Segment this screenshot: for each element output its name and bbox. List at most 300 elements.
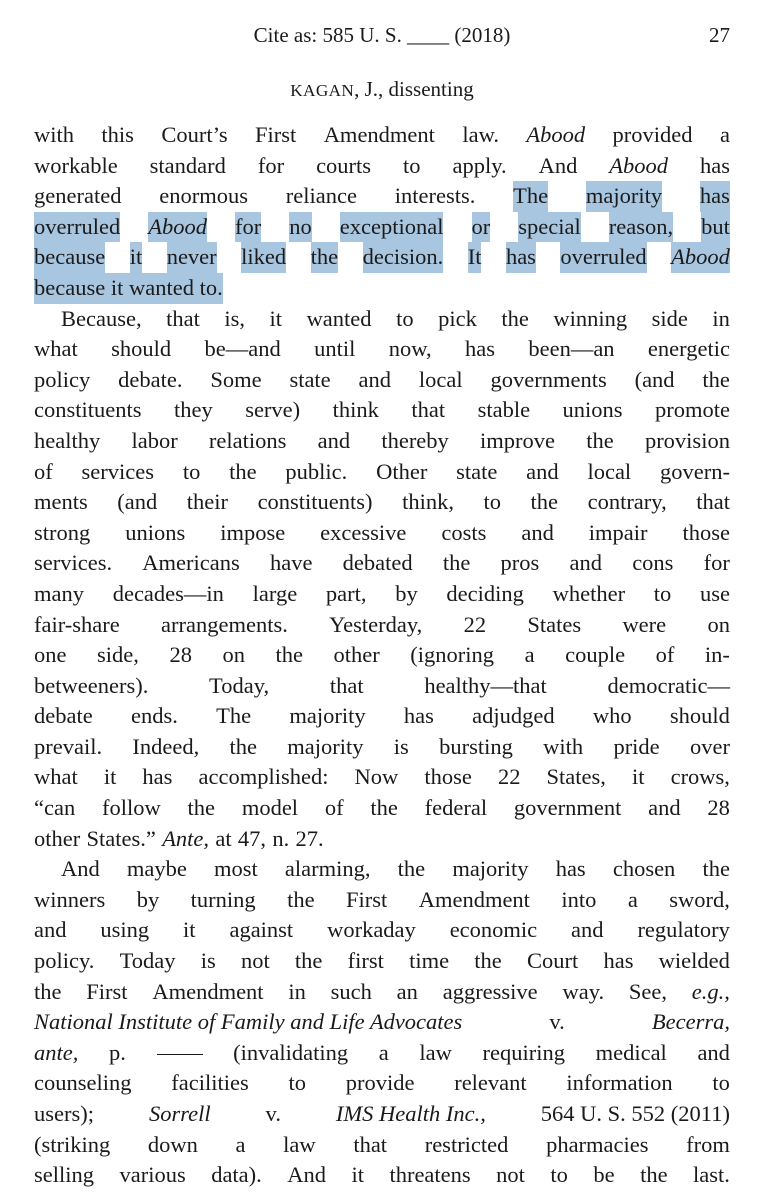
- word: And: [538, 152, 578, 178]
- word: and: [648, 795, 681, 821]
- word: excessive: [320, 519, 407, 545]
- word: who: [592, 703, 632, 729]
- word: policy: [34, 366, 91, 392]
- word: over: [689, 733, 730, 759]
- word: impose: [220, 519, 286, 545]
- word: Abood: [609, 152, 669, 178]
- highlighted-word: the: [311, 242, 339, 273]
- paragraph: [34, 120, 730, 304]
- text-line: [34, 915, 730, 946]
- text-line: [34, 518, 730, 549]
- word: pick: [438, 305, 477, 331]
- word: Because,: [61, 305, 142, 331]
- word: unions: [562, 397, 623, 423]
- text-line: [34, 212, 730, 243]
- word: that: [329, 672, 364, 698]
- text-line: [34, 487, 730, 518]
- word: policy.: [34, 948, 95, 974]
- text-line: [34, 854, 730, 885]
- word: 47,: [237, 825, 267, 851]
- word: the: [442, 550, 471, 576]
- text-line: [34, 1160, 730, 1191]
- word: Amendment: [418, 886, 530, 912]
- word: regulatory: [637, 917, 730, 943]
- word: Abood: [526, 122, 586, 147]
- word: 22: [463, 611, 487, 637]
- author-line: [34, 74, 730, 106]
- word: turning: [190, 886, 256, 912]
- word: and: [569, 550, 602, 576]
- paragraph: [34, 304, 730, 855]
- word: healthy—that: [424, 672, 547, 698]
- word: 22: [497, 764, 521, 790]
- word: Amendment: [323, 122, 435, 147]
- word: counseling: [34, 1070, 132, 1096]
- word: improve: [480, 427, 555, 453]
- word: strong: [34, 519, 91, 545]
- word: unions: [125, 519, 186, 545]
- word: majority: [452, 856, 529, 882]
- word: most: [214, 856, 258, 882]
- word: And: [61, 856, 100, 882]
- word: costs: [441, 519, 487, 545]
- word: the: [474, 948, 502, 974]
- word: by: [395, 580, 418, 606]
- word: law: [419, 1039, 452, 1065]
- word: a: [719, 122, 730, 147]
- highlighted-word: no: [289, 212, 312, 243]
- word: Yesterday,: [329, 611, 423, 637]
- text-line: [34, 273, 730, 304]
- word: ments: [34, 489, 88, 515]
- word: Some: [210, 366, 262, 392]
- text-line: [34, 242, 730, 273]
- highlighted-word: majority: [586, 181, 662, 212]
- word: alarming,: [284, 856, 371, 882]
- word: various: [119, 1162, 186, 1188]
- text-line: [34, 701, 730, 732]
- word: large: [252, 580, 298, 606]
- text-line: [34, 548, 730, 579]
- word: apply.: [452, 152, 507, 178]
- citation-blank: [157, 1038, 203, 1055]
- word: courts: [316, 152, 372, 178]
- highlighted-word: The: [513, 181, 548, 212]
- word: be: [593, 1162, 615, 1188]
- text-line: [34, 1130, 730, 1161]
- word: the: [294, 948, 323, 974]
- text-line: [34, 395, 730, 426]
- word: model: [241, 795, 299, 821]
- word: adjudged: [472, 703, 555, 729]
- word: what: [34, 764, 78, 790]
- word: provide: [345, 1070, 415, 1096]
- word: public.: [285, 458, 348, 484]
- word: interests.: [394, 183, 476, 209]
- word: couple: [565, 642, 626, 668]
- highlighted-word: It: [468, 242, 482, 273]
- word: and: [34, 917, 67, 943]
- word: requiring: [482, 1039, 565, 1065]
- word: Americans: [142, 550, 240, 576]
- word: constituents: [34, 397, 142, 423]
- page-number: 27: [709, 23, 730, 47]
- word: the: [397, 856, 426, 882]
- word: it: [103, 764, 117, 790]
- word: and: [526, 458, 559, 484]
- word: the: [501, 305, 529, 331]
- word: state: [456, 458, 498, 484]
- word: debate: [34, 703, 93, 729]
- word: deciding: [446, 580, 524, 606]
- word: workaday: [327, 917, 416, 943]
- text-line: [34, 151, 730, 182]
- word: selling: [34, 1162, 94, 1188]
- word: follow: [102, 795, 161, 821]
- word: And: [287, 1162, 326, 1188]
- word: ends.: [130, 703, 178, 729]
- highlighted-word: it: [130, 242, 143, 273]
- word: First: [86, 978, 128, 1004]
- highlighted-word: Abood: [671, 242, 730, 273]
- word: 27.: [295, 825, 324, 851]
- word: The: [216, 703, 252, 729]
- word: a: [627, 886, 638, 912]
- highlighted-word: wanted: [129, 273, 200, 304]
- word: other: [34, 825, 81, 851]
- text-line: [34, 793, 730, 824]
- text-line: [34, 610, 730, 641]
- word: that: [696, 489, 730, 515]
- word: arrangements.: [161, 611, 288, 637]
- word: serve): [245, 397, 301, 423]
- word: of: [324, 795, 344, 821]
- word: an: [396, 978, 418, 1004]
- word: those: [682, 519, 730, 545]
- word: bursting: [439, 733, 513, 759]
- highlighted-word: special: [518, 212, 580, 243]
- word: promote: [655, 397, 730, 423]
- word: those: [424, 764, 472, 790]
- word: to: [288, 1070, 306, 1096]
- word: is: [393, 733, 409, 759]
- word: (invalidating: [233, 1039, 349, 1065]
- word: what: [34, 336, 78, 362]
- word: this: [101, 122, 134, 147]
- highlighted-word: exceptional: [340, 212, 444, 243]
- word: p.: [109, 1039, 126, 1065]
- word: “can: [34, 795, 76, 821]
- word: provision: [644, 427, 730, 453]
- highlighted-word: because: [34, 273, 111, 304]
- highlighted-word: overruled: [34, 212, 120, 243]
- word: not: [240, 948, 270, 974]
- word: Court: [526, 948, 579, 974]
- word: decades—in: [112, 580, 224, 606]
- word: of: [655, 642, 675, 668]
- word: should: [111, 336, 172, 362]
- text-line: [34, 365, 730, 396]
- word: medical: [595, 1039, 667, 1065]
- word: democratic—: [607, 672, 730, 698]
- word: Sorrell: [148, 1101, 211, 1126]
- word: time: [409, 948, 450, 974]
- word: fair-share: [34, 611, 120, 637]
- word: Court’s: [161, 122, 228, 147]
- word: in: [288, 978, 306, 1004]
- word: that: [166, 305, 200, 331]
- word: e.g.,: [691, 978, 730, 1004]
- word: the: [370, 795, 398, 821]
- word: the: [702, 856, 730, 882]
- word: workable: [34, 152, 118, 178]
- highlighted-word: has: [700, 181, 730, 212]
- word: whether: [552, 580, 626, 606]
- word: a: [378, 1039, 389, 1065]
- word: that: [411, 397, 446, 423]
- text-line: [34, 426, 730, 457]
- word: impair: [588, 519, 648, 545]
- word: it: [269, 305, 283, 331]
- word: generated: [34, 183, 122, 209]
- highlighted-word: has: [506, 242, 536, 273]
- word: for: [703, 550, 730, 576]
- word: use: [699, 580, 730, 606]
- word: the: [229, 733, 257, 759]
- word: is,: [224, 305, 246, 331]
- word: energetic: [647, 336, 730, 362]
- word: a: [524, 642, 535, 668]
- word: government: [513, 795, 622, 821]
- word: should: [669, 703, 730, 729]
- word: governments: [490, 366, 607, 392]
- word: were: [622, 611, 667, 637]
- word: has: [142, 764, 173, 790]
- word: and: [571, 917, 604, 943]
- word: many: [34, 580, 84, 606]
- highlighted-word: for: [235, 212, 261, 243]
- text-line: [34, 732, 730, 763]
- text-line: [34, 885, 730, 916]
- highlighted-word: overruled: [560, 242, 646, 273]
- word: 564 U. S. 552 (2011): [540, 1101, 730, 1126]
- word: 28: [707, 795, 730, 821]
- word: winning: [553, 305, 628, 331]
- word: maybe: [126, 856, 187, 882]
- word: Ante,: [162, 825, 210, 851]
- word: be—and: [204, 336, 281, 362]
- word: standard: [149, 152, 226, 178]
- word: with: [34, 122, 75, 147]
- word: the: [702, 366, 730, 392]
- word: threatens: [389, 1162, 471, 1188]
- word: Becerra,: [651, 1009, 730, 1035]
- word: prevail.: [34, 733, 103, 759]
- text-line: [34, 762, 730, 793]
- word: other: [333, 642, 380, 668]
- running-header: [34, 20, 730, 50]
- word: to: [403, 152, 421, 178]
- word: pride: [613, 733, 660, 759]
- word: reliance: [285, 183, 357, 209]
- word: to: [182, 458, 201, 484]
- word: in: [712, 305, 730, 331]
- word: crows,: [670, 764, 730, 790]
- text-line: [34, 1007, 730, 1038]
- word: their: [186, 489, 229, 515]
- word: facilities: [171, 1070, 249, 1096]
- word: federal: [424, 795, 488, 821]
- word: betweeners).: [34, 672, 149, 698]
- highlighted-word: never: [167, 242, 217, 273]
- word: National Institute of Family and Life Advocates: [34, 1009, 463, 1035]
- highlighted-word: liked: [241, 242, 286, 273]
- highlighted-word: Abood: [148, 212, 207, 243]
- word: local: [587, 458, 632, 484]
- word: thereby: [381, 427, 449, 453]
- word: Today,: [209, 672, 270, 698]
- text-line: [34, 1038, 730, 1069]
- word: govern-: [659, 458, 730, 484]
- text-line: [34, 671, 730, 702]
- text-line: [34, 304, 730, 335]
- word: Amendment: [152, 978, 264, 1004]
- word: the: [275, 642, 303, 668]
- word: it: [351, 1162, 364, 1188]
- text-line: [34, 334, 730, 365]
- word: last.: [693, 1162, 730, 1188]
- highlighted-word: to.: [200, 273, 223, 304]
- word: stable: [477, 397, 531, 423]
- text-line: [34, 946, 730, 977]
- word: against: [229, 917, 294, 943]
- word: States: [527, 611, 582, 637]
- word: law: [283, 1131, 316, 1157]
- word: majority: [289, 703, 366, 729]
- word: the: [229, 458, 257, 484]
- word: States,: [546, 764, 606, 790]
- text-line: [34, 181, 730, 212]
- word: and: [697, 1039, 730, 1065]
- word: constituents): [257, 489, 373, 515]
- word: economic: [449, 917, 538, 943]
- word: such: [330, 978, 372, 1004]
- opinion-body: [34, 120, 730, 1191]
- word: into: [561, 886, 597, 912]
- word: and: [317, 427, 351, 453]
- word: the: [187, 795, 216, 821]
- word: the: [530, 489, 559, 515]
- author-role: , J., dissenting: [354, 77, 474, 101]
- word: debated: [342, 550, 413, 576]
- word: side: [651, 305, 688, 331]
- word: First: [346, 886, 388, 912]
- word: part,: [325, 580, 367, 606]
- word: users);: [34, 1101, 94, 1126]
- author-name: KAGAN: [290, 81, 355, 100]
- word: accomplished:: [198, 764, 329, 790]
- word: Other: [376, 458, 428, 484]
- word: pharmacies: [546, 1131, 649, 1157]
- word: debate.: [118, 366, 183, 392]
- word: services.: [34, 550, 113, 576]
- highlighted-word: reason,: [609, 212, 673, 243]
- word: side,: [97, 642, 139, 668]
- word: has: [403, 703, 434, 729]
- word: and: [358, 366, 392, 392]
- word: has: [464, 336, 495, 362]
- text-line: [34, 824, 730, 855]
- word: healthy: [34, 427, 101, 453]
- word: has: [555, 856, 586, 882]
- word: majority: [287, 733, 364, 759]
- word: restricted: [424, 1131, 509, 1157]
- word: (and: [117, 489, 158, 515]
- word: have: [269, 550, 313, 576]
- word: to: [396, 305, 414, 331]
- word: (striking: [34, 1131, 111, 1157]
- word: to: [653, 580, 672, 606]
- word: pros: [500, 550, 540, 576]
- text-line: [34, 1099, 730, 1130]
- word: the: [287, 886, 315, 912]
- word: Now: [354, 764, 399, 790]
- word: labor: [131, 427, 178, 453]
- highlighted-word: or: [472, 212, 491, 243]
- word: it: [183, 917, 196, 943]
- word: 28: [169, 642, 192, 668]
- word: sword,: [669, 886, 730, 912]
- word: (ignoring: [410, 642, 495, 668]
- word: the: [34, 978, 62, 1004]
- word: the: [640, 1162, 668, 1188]
- word: in-: [704, 642, 730, 668]
- word: (and: [634, 366, 675, 392]
- word: it: [631, 764, 645, 790]
- word: at: [215, 825, 232, 851]
- text-line: [34, 120, 730, 151]
- word: wielded: [658, 948, 730, 974]
- word: enormous: [159, 183, 248, 209]
- word: they: [173, 397, 213, 423]
- word: a: [235, 1131, 246, 1157]
- word: chosen: [612, 856, 676, 882]
- word: way.: [562, 978, 605, 1004]
- word: information: [566, 1070, 673, 1096]
- paragraph: [34, 854, 730, 1191]
- word: v.: [549, 1009, 565, 1035]
- word: to: [712, 1070, 730, 1096]
- word: to: [550, 1162, 568, 1188]
- word: services: [81, 458, 155, 484]
- word: See,: [628, 978, 668, 1004]
- word: first: [347, 948, 384, 974]
- word: think: [332, 397, 379, 423]
- word: down: [147, 1131, 198, 1157]
- word: aggressive: [442, 978, 538, 1004]
- word: been—an: [528, 336, 615, 362]
- word: law.: [462, 122, 499, 147]
- word: relations: [208, 427, 287, 453]
- word: Indeed,: [132, 733, 200, 759]
- word: by: [136, 886, 160, 912]
- word: provided: [612, 122, 693, 147]
- word: States.”: [86, 825, 156, 851]
- word: with: [543, 733, 584, 759]
- word: First: [255, 122, 297, 147]
- word: data).: [211, 1162, 262, 1188]
- word: to: [483, 489, 502, 515]
